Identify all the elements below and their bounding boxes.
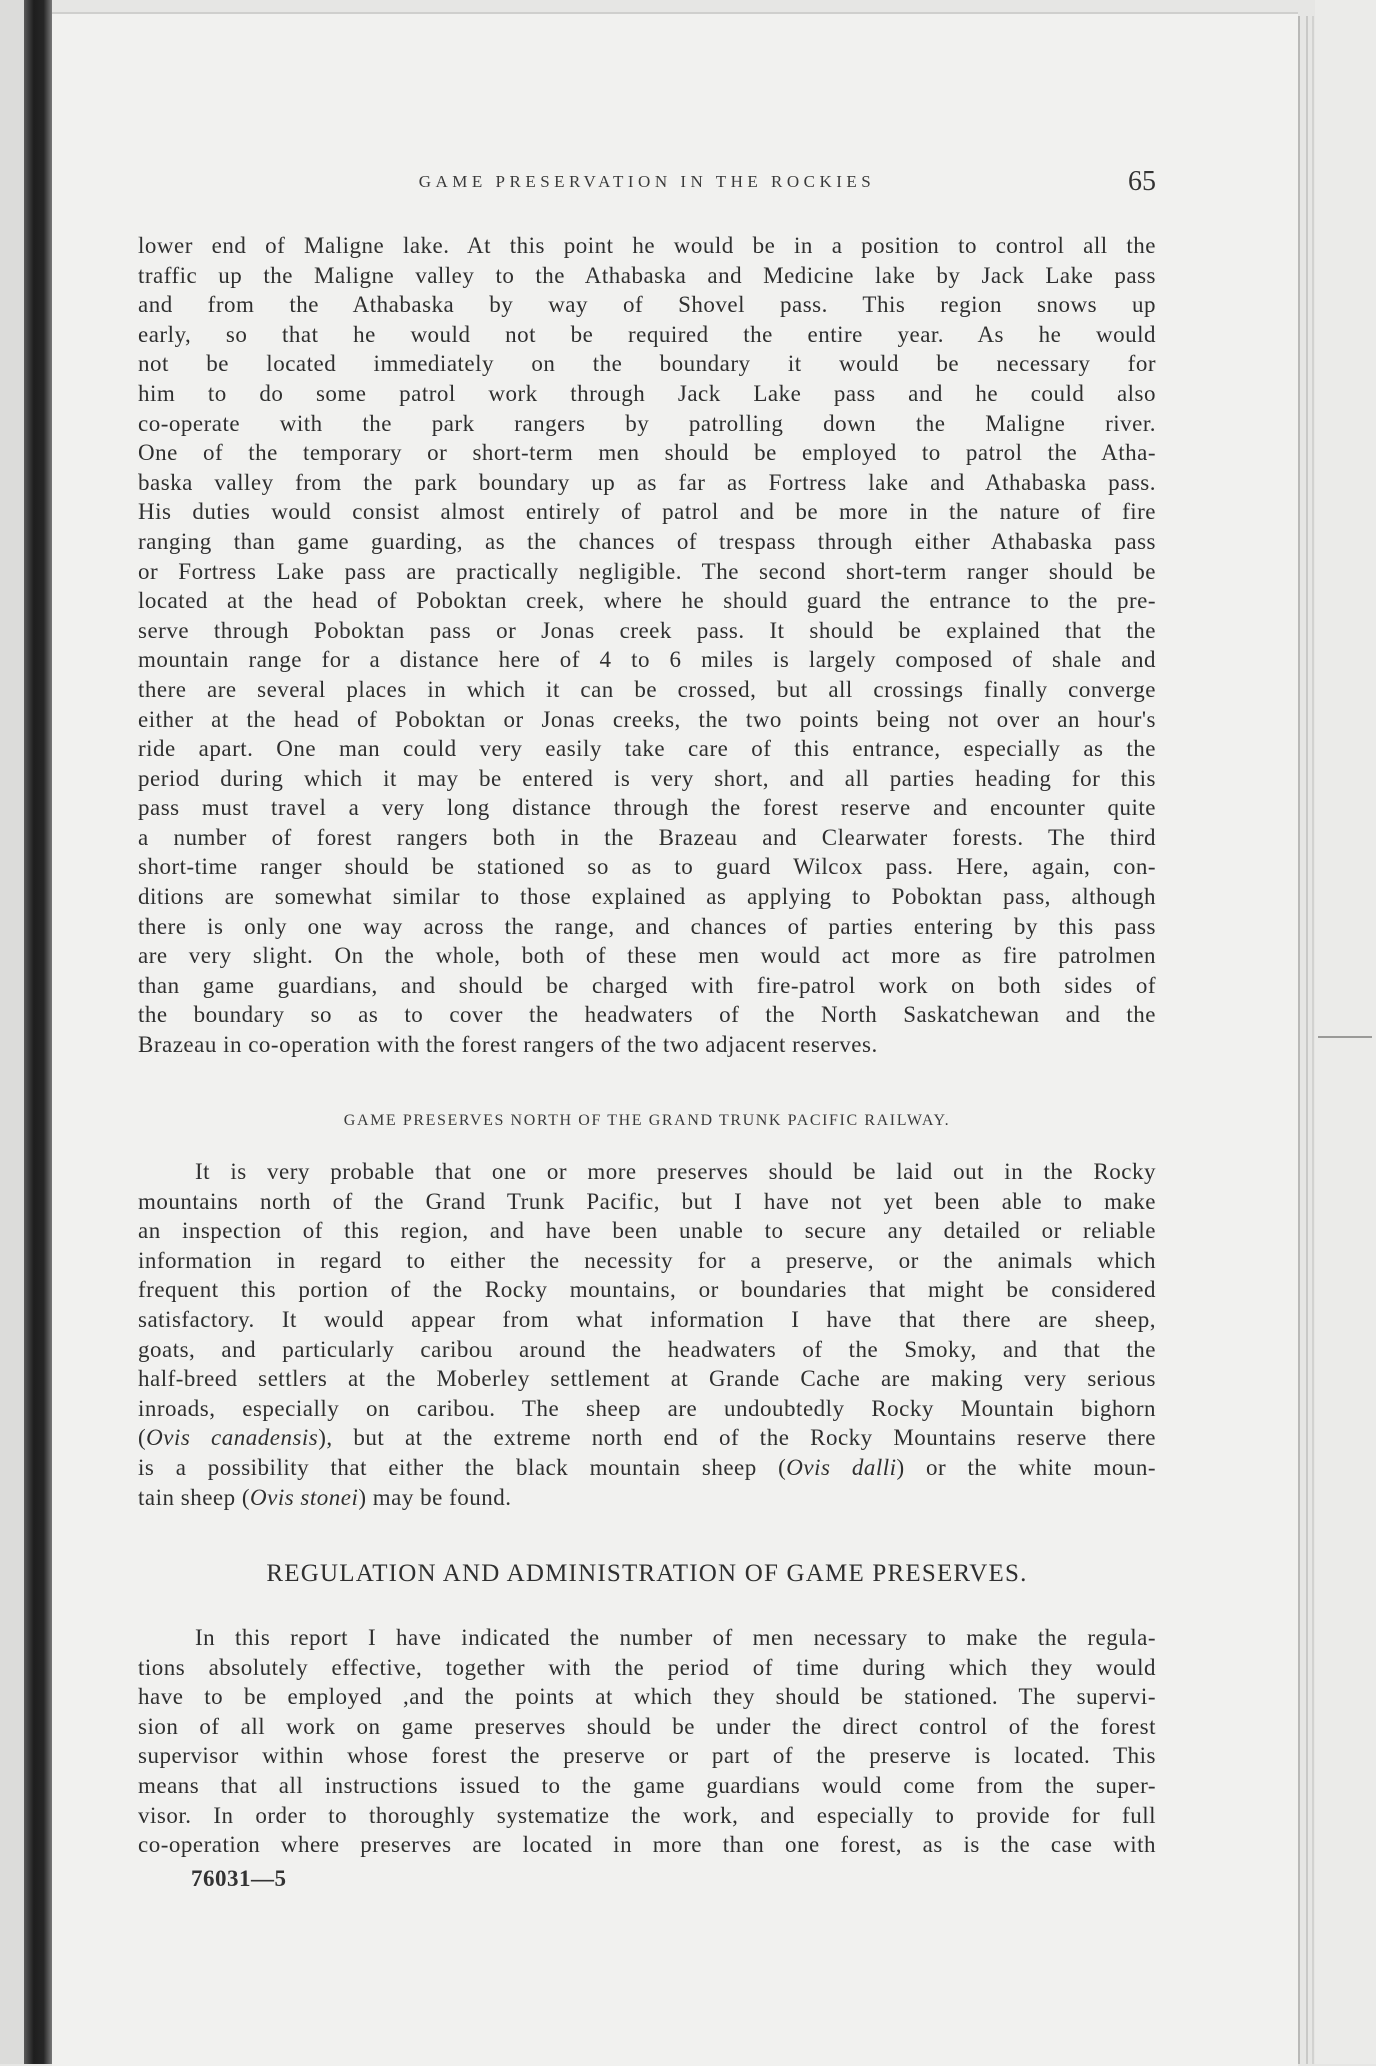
- page-edge: [1312, 16, 1314, 2064]
- book-binding-shadow: [24, 0, 52, 2064]
- text-line: a number of forest rangers both in the Brazeau and Clearwater forests. The third: [138, 824, 1156, 850]
- text-line: period during which it may be entered is very short, and all parties heading for this: [138, 765, 1156, 791]
- running-title: GAME PRESERVATION IN THE ROCKIES: [418, 172, 876, 191]
- text-line: either at the head of Poboktan or Jonas creeks, the two points being not over an hour's: [138, 706, 1156, 732]
- scan-margin-right: [1315, 0, 1376, 2064]
- text-line: sion of all work on game preserves should be under the direct control of the forest: [138, 1713, 1156, 1739]
- text-line: not be located immediately on the boundary it would be necessary for: [138, 351, 1156, 377]
- paragraph-northern-preserves: [138, 1157, 1156, 1512]
- text-line: mountains north of the Grand Trunk Pacific, but I have not yet been able to make: [138, 1188, 1156, 1214]
- text-line: are very slight. On the whole, both of these men would act more as fire patrolmen: [138, 943, 1156, 969]
- text-line: One of the temporary or short-term men should be employed to patrol the Atha-: [138, 440, 1156, 466]
- paragraph-continued: [138, 231, 1156, 1060]
- text-line: ranging than game guarding, as the chances of trespass through either Athabaska pass: [138, 528, 1156, 554]
- running-head: [138, 168, 1156, 198]
- text-line: visor. In order to thoroughly systematize the work, and especially to provide for full: [138, 1802, 1156, 1828]
- text-line: baska valley from the park boundary up as far as Fortress lake and Athabaska pass.: [138, 469, 1156, 495]
- italic-species-name: Ovis dalli: [786, 1454, 897, 1480]
- text-line: supervisor within whose forest the preserve or part of the preserve is located. This: [138, 1743, 1156, 1769]
- text-line: traffic up the Maligne valley to the Athabaska and Medicine lake by Jack Lake pass: [138, 262, 1156, 288]
- page-marker: [1318, 1036, 1372, 1038]
- section-subheading: GAME PRESERVES NORTH OF THE GRAND TRUNK PACIFIC RAILWAY.: [343, 1112, 951, 1129]
- text-line: mountain range for a distance here of 4 to 6 miles is largely composed of shale and: [138, 647, 1156, 673]
- text-line: early, so that he would not be required the entire year. As he would: [138, 321, 1156, 347]
- text-line: tions absolutely effective, together with the period of time during which they would: [138, 1654, 1156, 1680]
- text-line: means that all instructions issued to the game guardians would come from the super-: [138, 1772, 1156, 1798]
- text-line: or Fortress Lake pass are practically negligible. The second short-term ranger should be: [138, 558, 1156, 584]
- text-line: is a possibility that either the black mountain sheep (Ovis dalli) or the white moun-: [138, 1454, 1156, 1480]
- text-line: serve through Poboktan pass or Jonas creek pass. It should be explained that the: [138, 617, 1156, 643]
- text-line: and from the Athabaska by way of Shovel pass. This region snows up: [138, 292, 1156, 318]
- page-edge: [1306, 16, 1308, 2064]
- scan-margin: [0, 0, 24, 2064]
- text-line: located at the head of Poboktan creek, where he should guard the entrance to the pre-: [138, 588, 1156, 614]
- text-line: It is very probable that one or more preserves should be laid out in the Rocky: [195, 1159, 1156, 1184]
- text-line: frequent this portion of the Rocky mountains, or boundaries that might be considered: [138, 1277, 1156, 1303]
- text-line: tain sheep (Ovis stonei) may be found.: [138, 1484, 512, 1510]
- text-line: co-operation where preserves are located in more than one forest, as is the case with: [138, 1832, 1156, 1858]
- text-line: ditions are somewhat similar to those explained as applying to Poboktan pass, although: [138, 884, 1156, 910]
- text-line: there are several places in which it can be crossed, but all crossings finally converge: [138, 676, 1156, 702]
- section-heading: REGULATION AND ADMINISTRATION OF GAME PRESERVES.: [266, 1560, 1028, 1587]
- text-line: information in regard to either the necessity for a preserve, or the animals which: [138, 1247, 1156, 1273]
- text-line: His duties would consist almost entirely of patrol and be more in the nature of fire: [138, 499, 1156, 525]
- text-line: lower end of Maligne lake. At this point he would be in a position to control all the: [138, 233, 1156, 258]
- text-line: (Ovis canadensis), but at the extreme north end of the Rocky Mountains reserve there: [138, 1425, 1156, 1451]
- text-line: inroads, especially on caribou. The sheep are undoubtedly Rocky Mountain bighorn: [138, 1395, 1156, 1421]
- text-line: co-operate with the park rangers by patrolling down the Maligne river.: [138, 410, 1156, 436]
- text-line: In this report I have indicated the number of men necessary to make the regula-: [195, 1625, 1156, 1650]
- text-line: than game guardians, and should be charged with fire-patrol work on both sides of: [138, 972, 1156, 998]
- text-line: Brazeau in co-operation with the forest rangers of the two adjacent reserves.: [138, 1032, 878, 1058]
- page-edge: [1298, 16, 1300, 2064]
- text-line: an inspection of this region, and have been unable to secure any detailed or reliable: [138, 1218, 1156, 1244]
- text-line: pass must travel a very long distance through the forest reserve and encounter quite: [138, 795, 1156, 821]
- text-line: satisfactory. It would appear from what information I have that there are sheep,: [138, 1306, 1156, 1332]
- text-line: short-time ranger should be stationed so as to guard Wilcox pass. Here, again, con-: [138, 854, 1156, 880]
- text-line: have to be employed ,and the points at which they should be stationed. The supervi-: [138, 1684, 1156, 1710]
- text-line: him to do some patrol work through Jack Lake pass and he could also: [138, 380, 1156, 406]
- text-line: there is only one way across the range, and chances of parties entering by this pass: [138, 913, 1156, 939]
- text-line: half-breed settlers at the Moberley settlement at Grande Cache are making very serious: [138, 1366, 1156, 1392]
- text-line: the boundary so as to cover the headwaters of the North Saskatchewan and the: [138, 1002, 1156, 1028]
- paragraph-regulation: [138, 1623, 1156, 1860]
- italic-species-name: Ovis canadensis: [146, 1425, 319, 1451]
- page-number: 65: [1128, 166, 1156, 197]
- italic-species-name: Ovis stonei: [250, 1484, 359, 1510]
- text-line: ride apart. One man could very easily take care of this entrance, especially as the: [138, 736, 1156, 762]
- printer-signature-mark: 76031—5: [191, 1866, 287, 1891]
- text-line: goats, and particularly caribou around the headwaters of the Smoky, and that the: [138, 1336, 1156, 1362]
